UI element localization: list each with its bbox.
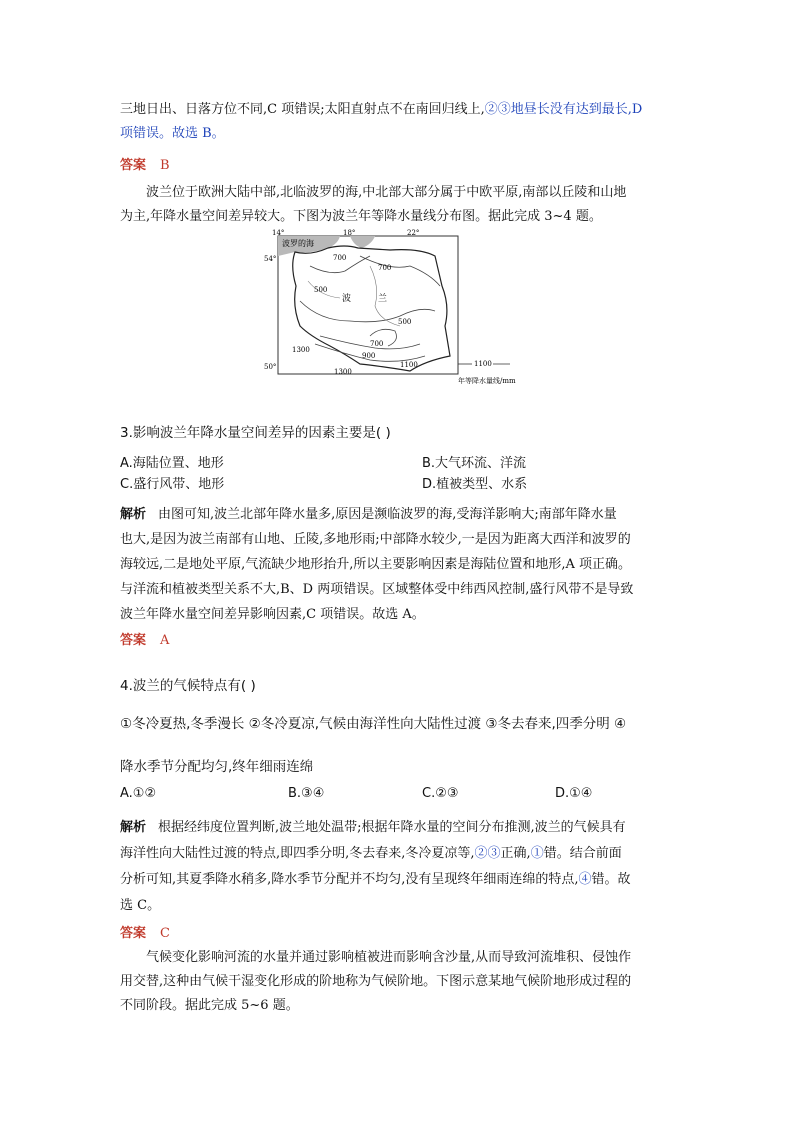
text-line: 由图可知,波兰北部年降水量多,原因是濒临波罗的海,受海洋影响大;南部年降水量 bbox=[158, 507, 617, 522]
isoline-label: 900 bbox=[362, 352, 376, 360]
text-highlight: ④ bbox=[578, 872, 592, 887]
isoline-label: 1300 bbox=[334, 368, 352, 376]
country-label: 波 bbox=[342, 294, 352, 304]
q3-option-a[interactable]: A.海陆位置、地形 bbox=[120, 456, 224, 471]
q3-option-c[interactable]: C.盛行风带、地形 bbox=[120, 477, 225, 492]
analysis-4 bbox=[120, 815, 680, 919]
poland-precipitation-map bbox=[250, 226, 530, 396]
text-line: 选 C。 bbox=[120, 898, 161, 913]
text-line: 海洋性向大陆性过渡的特点,即四季分明,冬去春来,冬冷夏凉等, bbox=[120, 846, 475, 861]
q4-option-c[interactable]: C.②③ bbox=[422, 786, 459, 801]
text-line: 海较远,二是地处平原,气流缺少地形抬升,所以主要影响因素是海陆位置和地形,A 项正确。 bbox=[120, 557, 632, 572]
answer-label: 答案 bbox=[120, 158, 147, 173]
country-label: 兰 bbox=[378, 294, 388, 304]
q3-option-b[interactable]: B.大气环流、洋流 bbox=[422, 456, 527, 471]
q4-option-d[interactable]: D.①④ bbox=[555, 786, 593, 801]
lat-label: 54° bbox=[264, 255, 277, 263]
intro-5-6 bbox=[120, 946, 680, 1018]
text-line: 波兰位于欧洲大陆中部,北临波罗的海,中北部大部分属于中欧平原,南部以丘陵和山地 bbox=[146, 185, 627, 200]
text-line: 与洋流和植被类型关系不大,B、D 两项错误。区域整体受中纬西风控制,盛行风带不是导致 bbox=[120, 582, 634, 597]
lon-label: 22° bbox=[407, 229, 420, 237]
text-line: 错。结合前面 bbox=[543, 846, 622, 861]
isoline-label: 700 bbox=[370, 340, 384, 348]
text-line: 也大,是因为波兰南部有山地、丘陵,多地形雨;中部降水较少,一是因为距离大西洋和波罗的 bbox=[120, 532, 631, 547]
isoline-label: 700 bbox=[378, 264, 392, 272]
text-line: 用交替,这种由气候干湿变化形成的阶地称为气候阶地。下图示意某地气候阶地形成过程的 bbox=[120, 974, 632, 989]
analysis-label: 解析 bbox=[120, 507, 147, 522]
answer-value: A bbox=[160, 633, 170, 648]
answer-label: 答案 bbox=[120, 633, 147, 648]
q4-statements-cont: 降水季节分配均匀,终年细雨连绵 bbox=[120, 759, 314, 775]
isoline-label: 1100 bbox=[400, 361, 418, 369]
text-highlight: ① bbox=[530, 846, 544, 861]
isoline-label: 500 bbox=[398, 318, 412, 326]
answer-3 bbox=[120, 629, 169, 648]
text-line: 正确, bbox=[500, 846, 531, 861]
answer-value: C bbox=[160, 926, 170, 941]
answer-4 bbox=[120, 922, 170, 941]
text-highlight: ②③ bbox=[474, 846, 501, 861]
text-line: 分析可知,其夏季降水稍多,降水季节分配并不均匀,没有呈现终年细雨连绵的特点, bbox=[120, 872, 579, 887]
text-line: 三地日出、日落方位不同,C 项错误;太阳直射点不在南回归线上, bbox=[120, 102, 485, 117]
legend-text: 年等降水量线/mm bbox=[458, 377, 516, 385]
lon-label: 18° bbox=[343, 229, 356, 237]
text-line: 波兰年降水量空间差异影响因素,C 项错误。故选 A。 bbox=[120, 607, 425, 622]
q4-statements: ①冬冷夏热,冬季漫长 ②冬冷夏凉,气候由海洋性向大陆性过渡 ③冬去春来,四季分明 ④ bbox=[120, 716, 627, 732]
isoline-label: 700 bbox=[333, 254, 347, 262]
text-line: 错。故 bbox=[591, 872, 631, 887]
q3-option-d[interactable]: D.植被类型、水系 bbox=[422, 477, 528, 492]
lon-label: 14° bbox=[272, 229, 285, 237]
intro-3-4 bbox=[120, 181, 680, 229]
sea-label: 波罗的海 bbox=[282, 239, 314, 248]
answer-1 bbox=[120, 154, 170, 173]
analysis-3 bbox=[120, 502, 680, 627]
answer-label: 答案 bbox=[120, 926, 147, 941]
q4-option-b[interactable]: B.③④ bbox=[288, 786, 325, 801]
text-line: 根据经纬度位置判断,波兰地处温带;根据年降水量的空间分布推测,波兰的气候具有 bbox=[158, 820, 626, 835]
question-3-stem: 3.影响波兰年降水量空间差异的因素主要是( ) bbox=[120, 425, 391, 441]
text-line: 不同阶段。据此完成 5~6 题。 bbox=[120, 998, 299, 1013]
text-highlight: ②③地昼长没有达到最长,D bbox=[484, 102, 643, 117]
isoline-label: 500 bbox=[314, 286, 328, 294]
prev-analysis-tail bbox=[120, 98, 680, 146]
lat-label: 50° bbox=[264, 363, 277, 371]
question-4-stem: 4.波兰的气候特点有( ) bbox=[120, 678, 256, 694]
map-svg bbox=[250, 226, 530, 396]
q4-option-a[interactable]: A.①② bbox=[120, 786, 157, 801]
text-line: 气候变化影响河流的水量并通过影响植被进而影响含沙量,从而导致河流堆积、侵蚀作 bbox=[146, 950, 632, 965]
analysis-label: 解析 bbox=[120, 820, 147, 835]
isoline-label: 1300 bbox=[292, 346, 310, 354]
legend-value: 1100 bbox=[474, 360, 492, 368]
answer-value: B bbox=[160, 158, 170, 173]
text-line: 为主,年降水量空间差异较大。下图为波兰年等降水量线分布图。据此完成 3~4 题。 bbox=[120, 209, 602, 224]
text-line: 项错误。故选 B。 bbox=[120, 126, 225, 141]
